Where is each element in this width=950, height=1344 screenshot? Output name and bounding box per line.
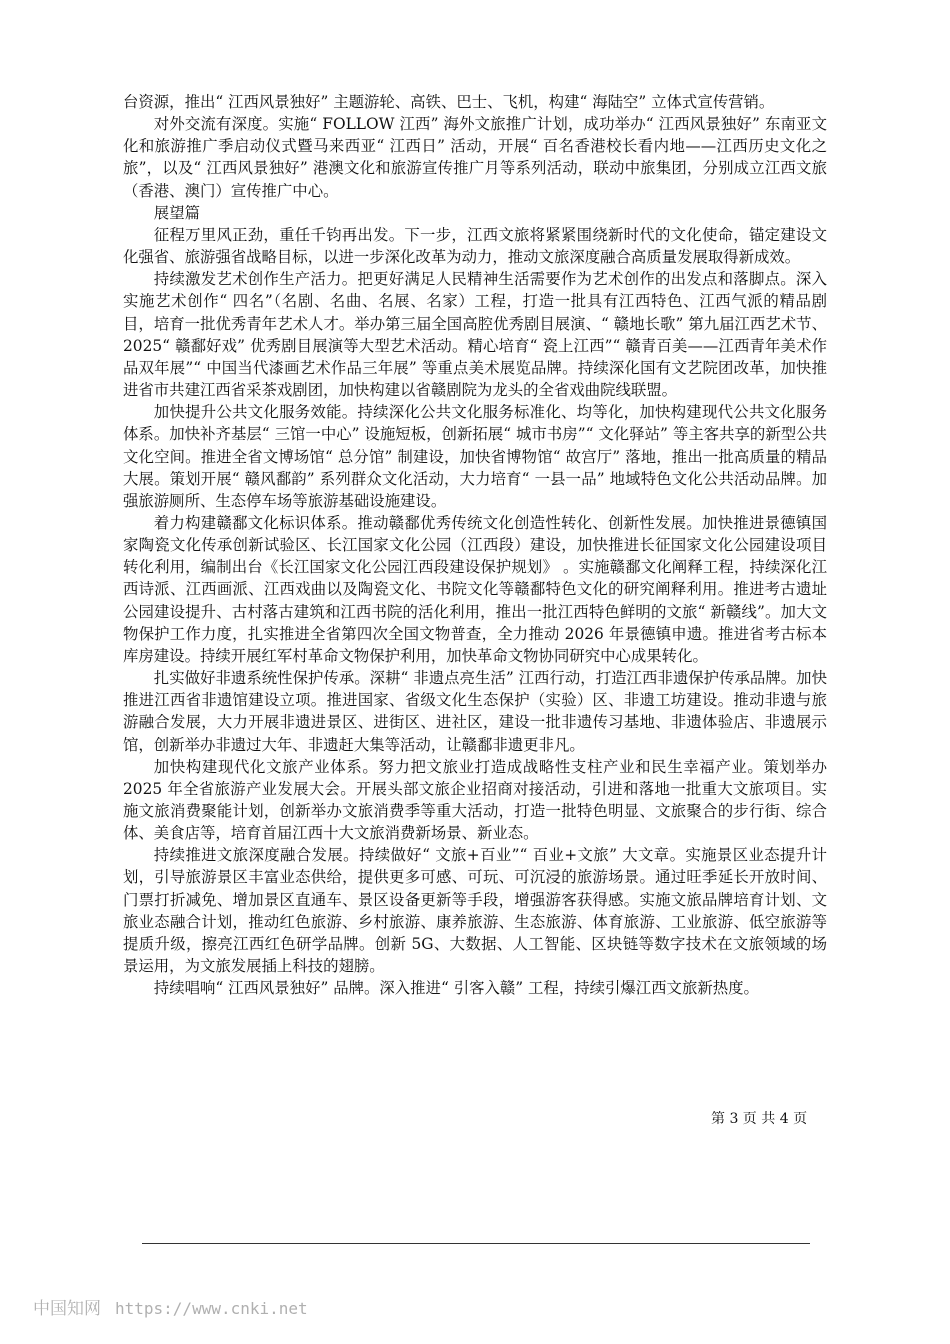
cnki-watermark bbox=[33, 1294, 308, 1319]
paragraph: 台资源，推出“ 江西风景独好” 主题游轮、高铁、巴士、飞机，构建“ 海陆空” 立体式宣传营销。 bbox=[123, 93, 775, 111]
paragraph: 扎实做好非遗系统性保护传承。深耕“ 非遗点亮生活” 江西行动，打造江西非遗保护传承品牌。加快推进江西省非遗馆建设立项。推进国家、省级文化生态保护（实验）区、非遗工坊建设。推动非遗与旅游融合发展，大力开展非遗进景区、进街区、进社区，建设一批非遗传习基地、非遗体验店、非遗展示馆，创新举办非遗过大年、非遗赶大集等活动，让赣鄱非遗更非凡。 bbox=[123, 669, 827, 754]
paragraph: 加快提升公共文化服务效能。持续深化公共文化服务标准化、均等化，加快构建现代公共文化服务体系。加快补齐基层“ 三馆一中心” 设施短板，创新拓展“ 城市书房”“ 文化驿站” 等主客共享的新型公共文化空间。推进全省文博场馆“ 总分馆” 制建设，加快省博物馆“ 故宫厅” 落地，推出一批高质量的精品大展。策划开展“ 赣风鄱韵” 系列群众文化活动，大力培育“ 一县一品” 地域特色文化公共活动品牌。加强旅游厕所、生态停车场等旅游基础设施建设。 bbox=[123, 403, 827, 510]
paragraph: 持续推进文旅深度融合发展。持续做好“ 文旅+百业”“ 百业+文旅” 大文章。实施景区业态提升计划，引导旅游景区丰富业态供给，提供更多可感、可玩、可沉浸的旅游场景。通过旺季延长开放时间、门票打折减免、增加景区直通车、景区设备更新等手段，增强游客获得感。实施文旅品牌培育计划、文旅业态融合计划，推动红色旅游、乡村旅游、康养旅游、生态旅游、体育旅游、工业旅游、低空旅游等提质升级，擦亮江西红色研学品牌。创新 5G、大数据、人工智能、区块链等数字技术在文旅领域的场景运用，为文旅发展插上科技的翅膀。 bbox=[123, 846, 827, 976]
page-number: 第 3 页 共 4 页 bbox=[711, 1111, 808, 1127]
watermark-url: https://www.cnki.net bbox=[115, 1299, 308, 1318]
paragraph: 征程万里风正劲，重任千钧再出发。下一步，江西文旅将紧紧围绕新时代的文化使命，锚定建设文化强省、旅游强省战略目标，以进一步深化改革为动力，推动文旅深度融合高质量发展取得新成效。 bbox=[123, 225, 827, 267]
footer-divider bbox=[142, 1243, 810, 1244]
document-body bbox=[123, 91, 827, 999]
paragraph: 加快构建现代化文旅产业体系。努力把文旅业打造成战略性支柱产业和民生幸福产业。策划举办 2025 年全省旅游产业发展大会。开展头部文旅企业招商对接活动，引进和落地一批重大文旅项目。实施文旅消费聚能计划，创新举办文旅消费季等重大活动，打造一批特色明显、文旅聚合的步行街、综合体、美食店等，培育首届江西十大文旅消费新场景、新业态。 bbox=[123, 757, 827, 843]
paragraph: 持续激发艺术创作生产活力。把更好满足人民精神生活需要作为艺术创作的出发点和落脚点。深入实施艺术创作“ 四名”（名剧、名曲、名展、名家）工程，打造一批具有江西特色、江西气派的精品剧目，培育一批优秀青年艺术人才。举办第三届全国高腔优秀剧目展演、“ 赣地长歌” 第九届江西艺术节、2025“ 赣鄱好戏” 优秀剧目展演等大型艺术活动。精心培育“ 瓷上江西”“ 赣青百美——江西青年美术作品双年展”“ 中国当代漆画艺术作品三年展” 等重点美术展览品牌。持续深化国有文艺院团改革，加快推进省市共建江西省采茶戏剧团，加快构建以省赣剧院为龙头的全省戏曲院线联盟。 bbox=[123, 270, 827, 400]
paragraph: 对外交流有深度。实施“ FOLLOW 江西” 海外文旅推广计划，成功举办“ 江西风景独好” 东南亚文化和旅游推广季启动仪式暨马来西亚“ 江西日” 活动，开展“ 百名香港校长看内地——江西历史文化之旅”，以及“ 江西风景独好” 港澳文化和旅游宣传推广月等系列活动，联动中旅集团，分别成立江西文旅（香港、澳门）宣传推广中心。 bbox=[123, 115, 827, 200]
watermark-brand: 中国知网 bbox=[33, 1299, 101, 1319]
section-title: 展望篇 bbox=[153, 203, 200, 222]
paragraph: 持续唱响“ 江西风景独好” 品牌。深入推进“ 引客入赣” 工程，持续引爆江西文旅新热度。 bbox=[153, 979, 759, 998]
paragraph: 着力构建赣鄱文化标识体系。推动赣鄱优秀传统文化创造性转化、创新性发展。加快推进景德镇国家陶瓷文化传承创新试验区、长江国家文化公园（江西段）建设，加快推进长征国家文化公园建设项目转化利用，编制出台《长江国家文化公园江西段建设保护规划》 。实施赣鄱文化阐释工程，持续深化江西诗派、江西画派、江西戏曲以及陶瓷文化、书院文化等赣鄱特色文化的研究阐释利用。推进考古遗址公园建设提升、古村落古建筑和江西书院的活化利用，推出一批江西特色鲜明的文旅“ 新赣线”。加大文物保护工作力度，扎实推进全省第四次全国文物普查，全力推动 2026 年景德镇申遗。推进省考古标本库房建设。持续开展红军村革命文物保护利用，加快革命文物协同研究中心成果转化。 bbox=[123, 513, 827, 665]
